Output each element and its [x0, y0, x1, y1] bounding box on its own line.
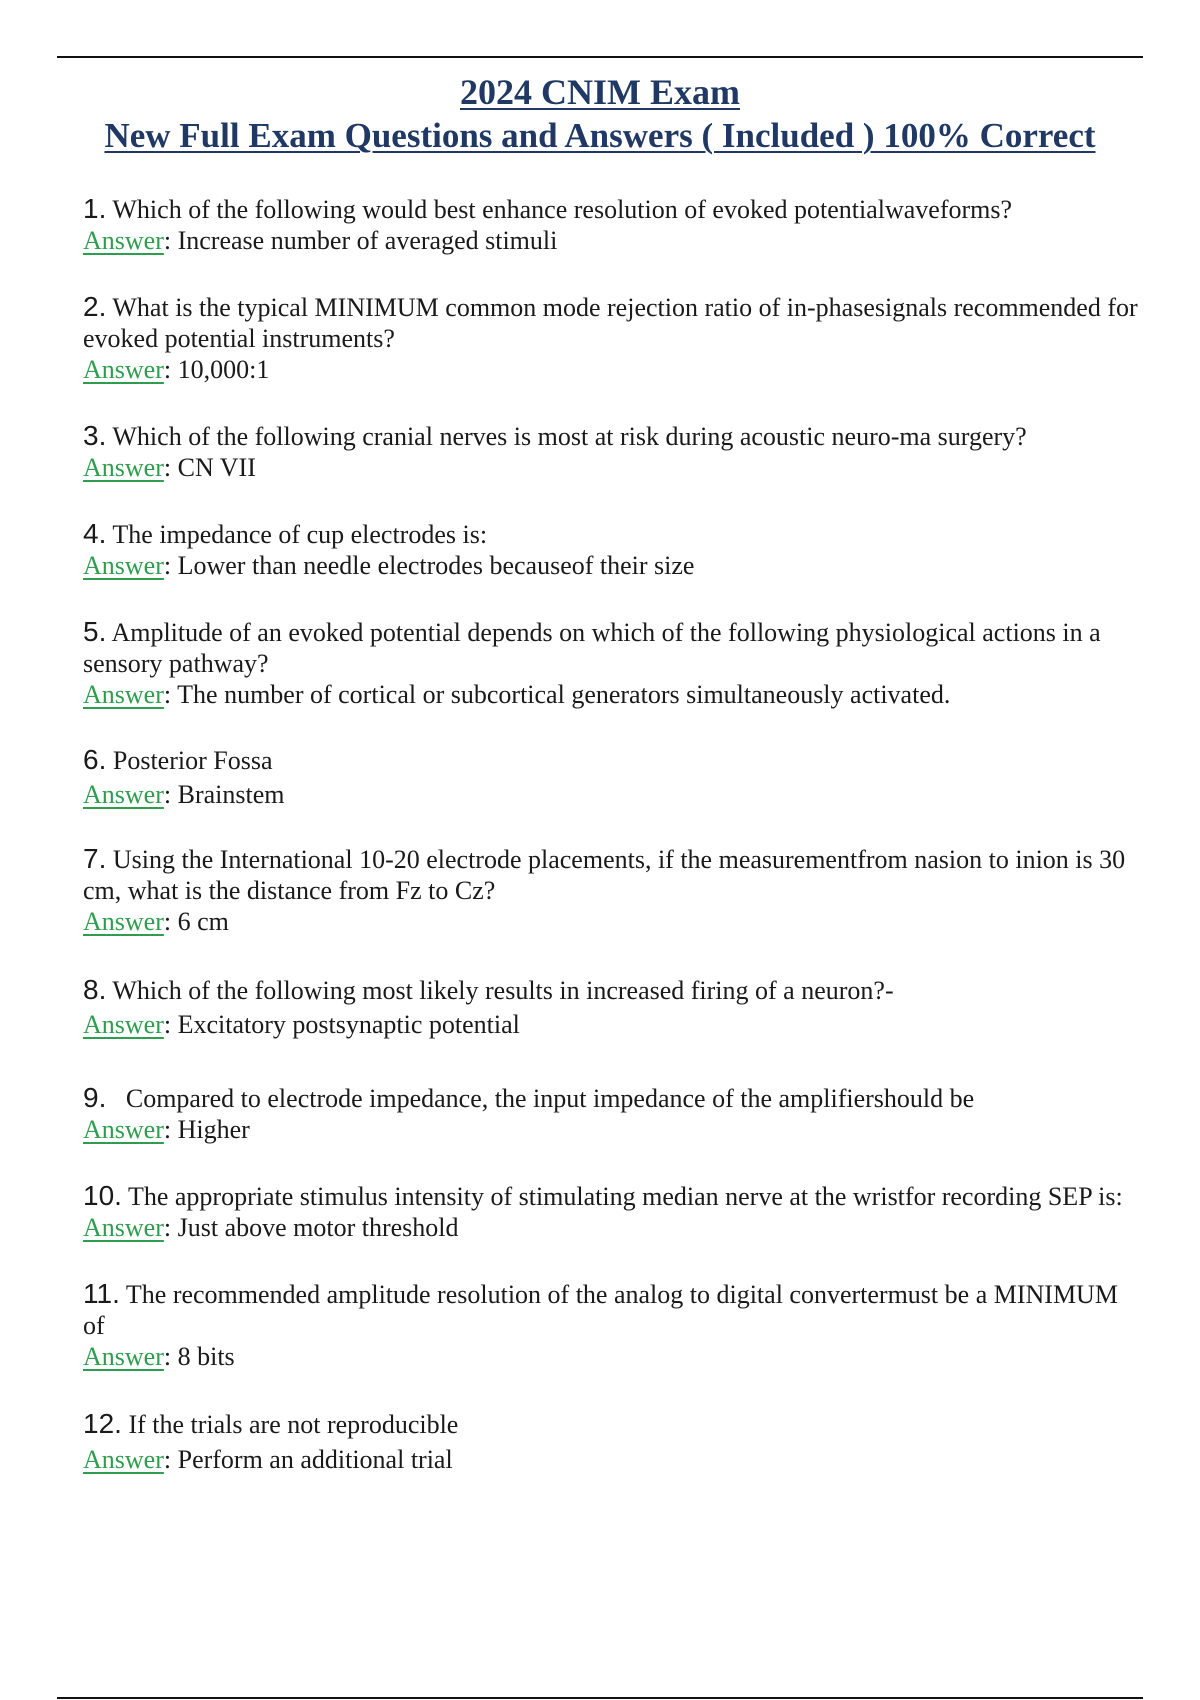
answer-label: Answer [83, 1342, 164, 1371]
answer-line: Answer: 6 cm [83, 907, 229, 936]
answer-text: 6 cm [177, 907, 229, 936]
answer-line: Answer: Perform an additional trial [83, 1445, 453, 1474]
answer-line: Answer: Excitatory postsynaptic potential [83, 1010, 520, 1039]
question-text: Posterior Fossa [112, 746, 273, 775]
answer-label: Answer [83, 453, 164, 482]
question-text: The impedance of cup electrodes is: [112, 520, 488, 549]
question-number: 3. [83, 420, 107, 451]
top-rule [57, 56, 1143, 58]
question-text-line [83, 1082, 1143, 1114]
question-item [83, 1278, 1143, 1372]
page-subtitle: New Full Exam Questions and Answers ( Included ) 100% Correct [104, 116, 1096, 155]
answer-text: Higher [177, 1115, 250, 1144]
answer-text: 8 bits [177, 1342, 235, 1371]
answer-line: Answer: CN VII [83, 453, 256, 482]
bottom-rule [57, 1697, 1143, 1699]
question-text-line [83, 616, 1143, 679]
answer-label: Answer [83, 1115, 164, 1144]
question-item [83, 616, 1143, 710]
question-text: The recommended amplitude resolution of the analog to digital convertermust be a MINIMUM of [83, 1280, 1118, 1340]
question-item [83, 743, 1143, 813]
answer-line: Answer: The number of cortical or subcortical generators simultaneously activated. [83, 680, 951, 709]
question-text-line [83, 291, 1143, 354]
document-header [0, 70, 1200, 158]
answer-text: Perform an additional trial [177, 1445, 453, 1474]
question-item [83, 291, 1143, 385]
answer-line: Answer: Higher [83, 1115, 250, 1144]
answer-text: Just above motor threshold [177, 1213, 459, 1242]
question-item [83, 1407, 1143, 1478]
question-number: 8. [83, 974, 107, 1005]
question-number: 6. [83, 744, 107, 775]
answer-text: CN VII [177, 453, 256, 482]
question-number: 10. [83, 1180, 122, 1211]
answer-label: Answer [83, 551, 164, 580]
answer-label: Answer [83, 1213, 164, 1242]
question-text: The appropriate stimulus intensity of stimulating median nerve at the wristfor recording SEP is: [127, 1182, 1123, 1211]
question-number: 11. [83, 1278, 120, 1309]
answer-line: Answer: Just above motor threshold [83, 1213, 459, 1242]
question-item [83, 972, 1143, 1042]
question-text-line [83, 1278, 1143, 1341]
question-item [83, 420, 1143, 483]
question-item [83, 518, 1143, 581]
question-number: 7. [83, 843, 107, 874]
answer-text: Increase number of averaged stimuli [177, 226, 558, 255]
question-text: If the trials are not reproducible [128, 1410, 459, 1439]
question-number: 5. [83, 616, 107, 647]
answer-label: Answer [83, 1010, 164, 1039]
answer-line: Answer: 8 bits [83, 1342, 235, 1371]
question-text-line [83, 1180, 1143, 1212]
answer-text: The number of cortical or subcortical generators simultaneously activated. [177, 680, 951, 709]
question-number: 9. [83, 1082, 107, 1113]
question-item [83, 843, 1143, 937]
answer-text: Excitatory postsynaptic potential [177, 1010, 520, 1039]
question-text-line [83, 193, 1143, 225]
answer-text: Lower than needle electrodes becauseof their size [177, 551, 695, 580]
question-text-line [83, 420, 1143, 452]
question-number: 1. [83, 193, 107, 224]
question-text: Which of the following would best enhance resolution of evoked potentialwaveforms? [112, 195, 1013, 224]
question-text-line [83, 1407, 1143, 1442]
answer-line: Answer: 10,000:1 [83, 355, 270, 384]
answer-line: Answer: Brainstem [83, 780, 285, 809]
answer-label: Answer [83, 355, 164, 384]
answer-label: Answer [83, 780, 164, 809]
answer-line: Answer: Lower than needle electrodes becauseof their size [83, 551, 695, 580]
answer-text: 10,000:1 [177, 355, 270, 384]
question-text: Compared to electrode impedance, the input impedance of the amplifiershould be [125, 1084, 975, 1113]
answer-label: Answer [83, 1445, 164, 1474]
question-text: Which of the following cranial nerves is most at risk during acoustic neuro-ma surgery? [112, 422, 1027, 451]
question-list [83, 193, 1143, 1478]
question-item [83, 1082, 1143, 1145]
question-number: 2. [83, 291, 107, 322]
question-text-line [83, 518, 1143, 550]
answer-text: Brainstem [177, 780, 285, 809]
question-number: 4. [83, 518, 107, 549]
question-text-line [83, 972, 1143, 1008]
question-text-line [83, 843, 1143, 906]
answer-line: Answer: Increase number of averaged stimuli [83, 226, 558, 255]
question-text-line [83, 743, 1143, 777]
question-text: Which of the following most likely results in increased firing of a neuron?- [112, 976, 894, 1005]
page-title: 2024 CNIM Exam [460, 72, 740, 112]
question-item [83, 193, 1143, 256]
question-text: What is the typical MINIMUM common mode rejection ratio of in-phasesignals recommended for evoked potential instruments? [83, 293, 1138, 353]
question-text: Amplitude of an evoked potential depends on which of the following physiological actions in a sensory pathway? [83, 618, 1101, 678]
answer-label: Answer [83, 226, 164, 255]
answer-label: Answer [83, 907, 164, 936]
question-number: 12. [83, 1408, 122, 1439]
question-item [83, 1180, 1143, 1243]
question-text: Using the International 10-20 electrode placements, if the measurementfrom nasion to inion is 30 cm, what is the distance from Fz to Cz? [83, 845, 1126, 905]
answer-label: Answer [83, 680, 164, 709]
